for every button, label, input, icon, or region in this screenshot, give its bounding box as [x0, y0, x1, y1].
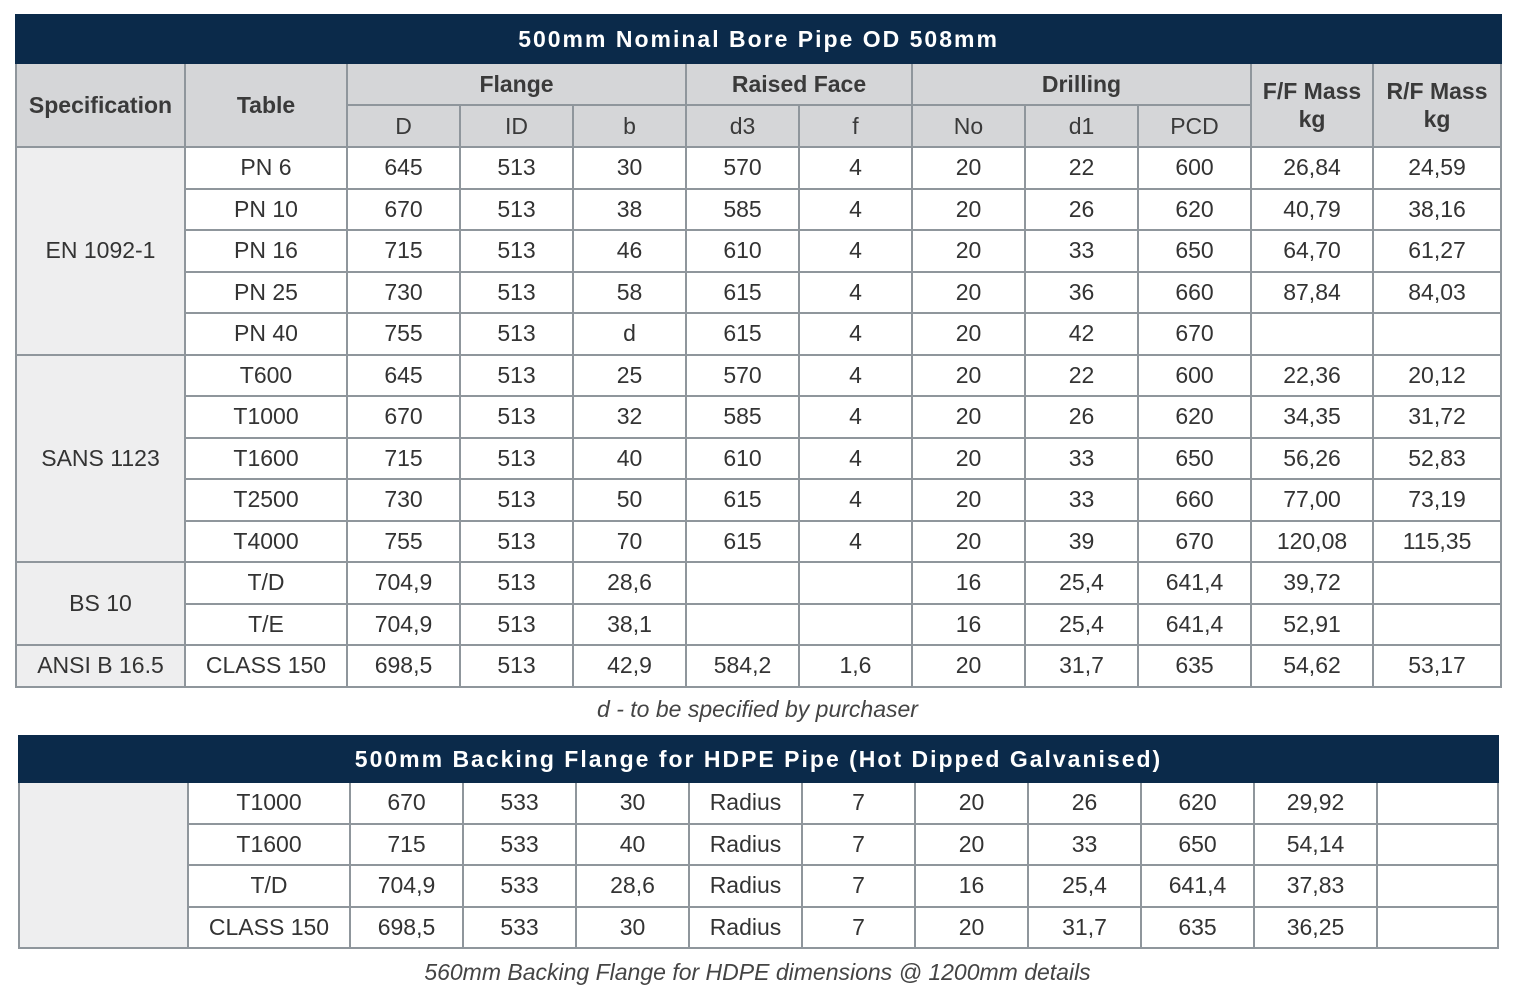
value-cell: 660: [1138, 479, 1251, 521]
value-cell: 7: [802, 865, 915, 907]
value-cell: 25: [573, 355, 686, 397]
value-cell: [1377, 865, 1498, 907]
value-cell: d: [573, 313, 686, 355]
value-cell: 40: [573, 438, 686, 480]
value-cell: 42,9: [573, 645, 686, 687]
value-cell: 32: [573, 396, 686, 438]
value-cell: 641,4: [1138, 604, 1251, 646]
table-row: [16, 189, 1501, 231]
table-row: [16, 313, 1501, 355]
table-row: [16, 396, 1501, 438]
value-cell: 120,08: [1251, 521, 1373, 563]
value-cell: 635: [1141, 907, 1254, 949]
table-designation-cell: PN 10: [185, 189, 347, 231]
value-cell: 20: [912, 645, 1025, 687]
value-cell: 704,9: [350, 865, 463, 907]
value-cell: 58: [573, 272, 686, 314]
value-cell: 670: [347, 189, 460, 231]
value-cell: 25,4: [1025, 562, 1138, 604]
table-row: [16, 521, 1501, 563]
value-cell: [1377, 907, 1498, 949]
value-cell: 600: [1138, 355, 1251, 397]
specification-header: Specification: [16, 63, 185, 147]
value-cell: 650: [1141, 824, 1254, 866]
rf-mass-header: [1373, 63, 1501, 147]
footnote-hdpe: 560mm Backing Flange for HDPE dimensions @ 1200mm details: [424, 959, 1091, 985]
value-cell: 54,62: [1251, 645, 1373, 687]
table-row: [16, 479, 1501, 521]
footnote-d: d - to be specified by purchaser: [597, 696, 918, 722]
backing-table-title: 500mm Backing Flange for HDPE Pipe (Hot Dipped Galvanised): [19, 736, 1498, 782]
value-cell: 704,9: [347, 562, 460, 604]
value-cell: 513: [460, 272, 573, 314]
value-cell: 33: [1025, 438, 1138, 480]
table-row: [16, 645, 1501, 687]
table-designation-cell: T1600: [185, 438, 347, 480]
value-cell: 513: [460, 147, 573, 189]
value-cell: 16: [912, 562, 1025, 604]
value-cell: 52,91: [1251, 604, 1373, 646]
table-designation-cell: PN 16: [185, 230, 347, 272]
rf-mass-unit: kg: [1423, 106, 1451, 132]
value-cell: 670: [350, 782, 463, 824]
table-designation-cell: CLASS 150: [188, 907, 350, 949]
value-cell: 570: [686, 355, 799, 397]
ff-mass-label: F/F Mass: [1262, 78, 1362, 104]
value-cell: 20: [912, 147, 1025, 189]
spec-cell: [19, 782, 188, 948]
value-cell: 585: [686, 396, 799, 438]
value-cell: 115,35: [1373, 521, 1501, 563]
table-row: [19, 865, 1498, 907]
value-cell: 533: [463, 865, 576, 907]
value-cell: 660: [1138, 272, 1251, 314]
value-cell: 635: [1138, 645, 1251, 687]
value-cell: 615: [686, 521, 799, 563]
value-cell: 20: [912, 521, 1025, 563]
value-cell: Radius: [689, 865, 802, 907]
value-cell: 670: [1138, 521, 1251, 563]
value-cell: 7: [802, 824, 915, 866]
value-cell: 755: [347, 521, 460, 563]
value-cell: 615: [686, 479, 799, 521]
table-designation-cell: T1000: [188, 782, 350, 824]
value-cell: 26: [1025, 189, 1138, 231]
table-designation-cell: T/D: [185, 562, 347, 604]
value-cell: 513: [460, 645, 573, 687]
value-cell: 533: [463, 782, 576, 824]
value-cell: 645: [347, 147, 460, 189]
value-cell: 26: [1025, 396, 1138, 438]
value-cell: 4: [799, 479, 912, 521]
value-cell: 39,72: [1251, 562, 1373, 604]
value-cell: 31,7: [1025, 645, 1138, 687]
table-title: 500mm Nominal Bore Pipe OD 508mm: [16, 15, 1501, 63]
flange-dimensions-table: [15, 14, 1502, 688]
value-cell: 513: [460, 230, 573, 272]
value-cell: 20: [912, 313, 1025, 355]
value-cell: [1373, 313, 1501, 355]
value-cell: [686, 604, 799, 646]
value-cell: 36: [1025, 272, 1138, 314]
table-designation-cell: PN 40: [185, 313, 347, 355]
value-cell: 650: [1138, 230, 1251, 272]
table-row: [19, 907, 1498, 949]
value-cell: 16: [912, 604, 1025, 646]
value-cell: 730: [347, 479, 460, 521]
value-cell: 26,84: [1251, 147, 1373, 189]
value-cell: 31,72: [1373, 396, 1501, 438]
value-cell: 704,9: [347, 604, 460, 646]
col-pcd-header: PCD: [1138, 105, 1251, 147]
value-cell: 513: [460, 521, 573, 563]
value-cell: 70: [573, 521, 686, 563]
value-cell: 33: [1025, 230, 1138, 272]
raised-face-header: Raised Face: [686, 63, 912, 105]
value-cell: 585: [686, 189, 799, 231]
value-cell: 40,79: [1251, 189, 1373, 231]
value-cell: 33: [1025, 479, 1138, 521]
col-d-header: D: [347, 105, 460, 147]
value-cell: 4: [799, 147, 912, 189]
spec-cell: BS 10: [16, 562, 185, 645]
table-row: [16, 438, 1501, 480]
value-cell: 513: [460, 396, 573, 438]
value-cell: 513: [460, 438, 573, 480]
table-designation-cell: CLASS 150: [185, 645, 347, 687]
table-designation-cell: T/D: [188, 865, 350, 907]
value-cell: 24,59: [1373, 147, 1501, 189]
value-cell: 42: [1025, 313, 1138, 355]
value-cell: 641,4: [1141, 865, 1254, 907]
value-cell: 4: [799, 521, 912, 563]
table-designation-cell: T4000: [185, 521, 347, 563]
value-cell: 56,26: [1251, 438, 1373, 480]
value-cell: 30: [576, 907, 689, 949]
flange-header: Flange: [347, 63, 686, 105]
ff-mass-unit: kg: [1298, 106, 1326, 132]
value-cell: 28,6: [576, 865, 689, 907]
value-cell: 4: [799, 189, 912, 231]
value-cell: 4: [799, 355, 912, 397]
value-cell: 4: [799, 230, 912, 272]
value-cell: [799, 562, 912, 604]
table-designation-cell: T600: [185, 355, 347, 397]
col-d3-header: d3: [686, 105, 799, 147]
value-cell: 698,5: [350, 907, 463, 949]
value-cell: 50: [573, 479, 686, 521]
value-cell: 25,4: [1028, 865, 1141, 907]
value-cell: 61,27: [1373, 230, 1501, 272]
value-cell: [1377, 824, 1498, 866]
ff-mass-header: [1251, 63, 1373, 147]
value-cell: 513: [460, 562, 573, 604]
value-cell: 39: [1025, 521, 1138, 563]
value-cell: 533: [463, 907, 576, 949]
value-cell: 73,19: [1373, 479, 1501, 521]
value-cell: 620: [1138, 396, 1251, 438]
col-no-header: No: [912, 105, 1025, 147]
value-cell: 20: [915, 824, 1028, 866]
value-cell: 4: [799, 272, 912, 314]
value-cell: 25,4: [1025, 604, 1138, 646]
col-f-header: f: [799, 105, 912, 147]
value-cell: 533: [463, 824, 576, 866]
table-row: [19, 824, 1498, 866]
drilling-header: Drilling: [912, 63, 1251, 105]
value-cell: 28,6: [573, 562, 686, 604]
value-cell: 7: [802, 907, 915, 949]
spec-cell: SANS 1123: [16, 355, 185, 563]
col-d1-header: d1: [1025, 105, 1138, 147]
value-cell: [1377, 782, 1498, 824]
value-cell: 755: [347, 313, 460, 355]
value-cell: 46: [573, 230, 686, 272]
table-designation-cell: T1000: [185, 396, 347, 438]
value-cell: 30: [573, 147, 686, 189]
value-cell: 670: [347, 396, 460, 438]
value-cell: 20: [912, 272, 1025, 314]
value-cell: 54,14: [1254, 824, 1377, 866]
value-cell: 64,70: [1251, 230, 1373, 272]
flange-table-body: [16, 147, 1501, 687]
value-cell: 20: [915, 907, 1028, 949]
value-cell: Radius: [689, 907, 802, 949]
value-cell: 600: [1138, 147, 1251, 189]
value-cell: 610: [686, 230, 799, 272]
value-cell: 641,4: [1138, 562, 1251, 604]
spec-cell: EN 1092-1: [16, 147, 185, 355]
col-id-header: ID: [460, 105, 573, 147]
backing-flange-table: [18, 735, 1499, 949]
value-cell: 38,16: [1373, 189, 1501, 231]
value-cell: 22: [1025, 355, 1138, 397]
value-cell: 34,35: [1251, 396, 1373, 438]
value-cell: 52,83: [1373, 438, 1501, 480]
value-cell: 645: [347, 355, 460, 397]
spec-cell: ANSI B 16.5: [16, 645, 185, 687]
table-row: [16, 230, 1501, 272]
value-cell: 37,83: [1254, 865, 1377, 907]
value-cell: Radius: [689, 824, 802, 866]
value-cell: 20: [915, 782, 1028, 824]
value-cell: 33: [1028, 824, 1141, 866]
table-designation-cell: T/E: [185, 604, 347, 646]
value-cell: 31,7: [1028, 907, 1141, 949]
rf-mass-label: R/F Mass: [1386, 78, 1488, 104]
value-cell: 20: [912, 189, 1025, 231]
table-designation-cell: T2500: [185, 479, 347, 521]
value-cell: 30: [576, 782, 689, 824]
value-cell: 20: [912, 438, 1025, 480]
table-row: [16, 272, 1501, 314]
value-cell: 615: [686, 272, 799, 314]
value-cell: 1,6: [799, 645, 912, 687]
value-cell: 730: [347, 272, 460, 314]
value-cell: 4: [799, 313, 912, 355]
backing-table-body: [19, 782, 1498, 948]
value-cell: 77,00: [1251, 479, 1373, 521]
table-row: [19, 782, 1498, 824]
table-row: [16, 147, 1501, 189]
value-cell: 26: [1028, 782, 1141, 824]
value-cell: 513: [460, 355, 573, 397]
value-cell: 615: [686, 313, 799, 355]
value-cell: 715: [347, 230, 460, 272]
value-cell: 22: [1025, 147, 1138, 189]
value-cell: 20,12: [1373, 355, 1501, 397]
value-cell: 610: [686, 438, 799, 480]
value-cell: 513: [460, 479, 573, 521]
table-designation-cell: PN 6: [185, 147, 347, 189]
value-cell: [1373, 562, 1501, 604]
table-designation-cell: T1600: [188, 824, 350, 866]
value-cell: 84,03: [1373, 272, 1501, 314]
value-cell: 7: [802, 782, 915, 824]
value-cell: [1373, 604, 1501, 646]
value-cell: [686, 562, 799, 604]
table-row: [16, 604, 1501, 646]
value-cell: 513: [460, 604, 573, 646]
value-cell: Radius: [689, 782, 802, 824]
value-cell: 22,36: [1251, 355, 1373, 397]
value-cell: 670: [1138, 313, 1251, 355]
table-row: [16, 562, 1501, 604]
value-cell: 715: [347, 438, 460, 480]
value-cell: 29,92: [1254, 782, 1377, 824]
value-cell: 36,25: [1254, 907, 1377, 949]
value-cell: 20: [912, 355, 1025, 397]
table-header: Table: [185, 63, 347, 147]
value-cell: 620: [1141, 782, 1254, 824]
value-cell: 698,5: [347, 645, 460, 687]
value-cell: [1251, 313, 1373, 355]
value-cell: 513: [460, 189, 573, 231]
value-cell: 620: [1138, 189, 1251, 231]
value-cell: 584,2: [686, 645, 799, 687]
value-cell: 38,1: [573, 604, 686, 646]
value-cell: 4: [799, 438, 912, 480]
value-cell: 715: [350, 824, 463, 866]
value-cell: 20: [912, 230, 1025, 272]
value-cell: 513: [460, 313, 573, 355]
value-cell: 20: [912, 479, 1025, 521]
value-cell: 650: [1138, 438, 1251, 480]
value-cell: 4: [799, 396, 912, 438]
value-cell: 40: [576, 824, 689, 866]
table-designation-cell: PN 25: [185, 272, 347, 314]
value-cell: 20: [912, 396, 1025, 438]
value-cell: 38: [573, 189, 686, 231]
table-row: [16, 355, 1501, 397]
col-b-header: b: [573, 105, 686, 147]
value-cell: [799, 604, 912, 646]
value-cell: 87,84: [1251, 272, 1373, 314]
value-cell: 570: [686, 147, 799, 189]
value-cell: 16: [915, 865, 1028, 907]
value-cell: 53,17: [1373, 645, 1501, 687]
